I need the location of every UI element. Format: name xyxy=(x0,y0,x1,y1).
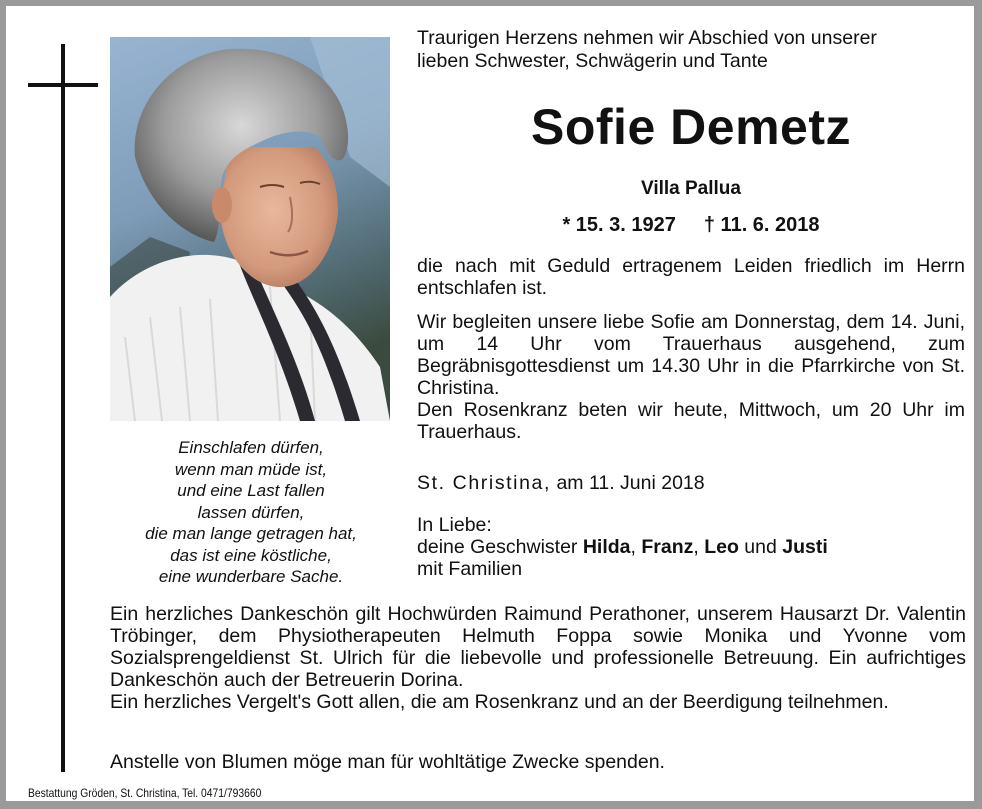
family-line-1: In Liebe: xyxy=(417,514,492,536)
family-line-3: mit Familien xyxy=(417,558,523,580)
separator: und xyxy=(738,536,783,558)
family-prefix: deine Geschwister xyxy=(417,536,583,558)
sibling-name: Hilda xyxy=(582,536,631,558)
separator: , xyxy=(630,536,642,558)
poem-line: wenn man müde ist, xyxy=(174,459,328,479)
sibling-name: Franz xyxy=(641,536,694,558)
death-date: † 11. 6. 2018 xyxy=(703,214,820,236)
deceased-name: Sofie Demetz xyxy=(531,99,851,155)
poem-line: Einschlafen dürfen, xyxy=(178,438,324,457)
place-date xyxy=(417,471,705,495)
poem-line: lassen dürfen, xyxy=(197,502,305,522)
life-dates xyxy=(417,212,965,238)
residence: Villa Pallua xyxy=(641,178,741,199)
cross-icon xyxy=(61,44,65,772)
paragraph-funeral xyxy=(417,311,965,443)
poem-line: eine wunderbare Sache. xyxy=(158,567,344,586)
intro-text xyxy=(417,27,965,73)
sibling-name: Justi xyxy=(782,536,828,558)
poem-line: und eine Last fallen xyxy=(177,481,325,500)
thanks-paragraph: Ein herzliches Vergelt's Gott allen, die am Rosenkranz und an der Beerdigung teilnehmen. xyxy=(110,691,889,713)
rosary-details: Den Rosenkranz beten wir heute, Mittwoch, um 20 Uhr im Trauerhaus. xyxy=(417,399,965,443)
place-date-text: am 11. Juni 2018 xyxy=(556,472,705,494)
separator: , xyxy=(693,536,705,558)
funeral-details: Wir begleiten unsere liebe Sofie am Donnerstag, dem 14. Juni, um 14 Uhr vom Trauerhaus ausgehend, zum Begräbnisgottesdienst um 14.30 Uhr in die Pfarrkirche von St. Christina. xyxy=(417,311,965,399)
poem xyxy=(116,437,386,588)
poem-line: das ist eine köstliche, xyxy=(170,545,332,565)
portrait-photo xyxy=(110,37,390,421)
family-signature xyxy=(417,514,828,580)
family-line-2 xyxy=(417,536,828,558)
flowers-note: Anstelle von Blumen möge man für wohltätige Zwecke spenden. xyxy=(110,751,665,773)
portrait-illustration xyxy=(110,37,390,421)
sibling-name: Leo xyxy=(704,536,739,558)
birth-date: * 15. 3. 1927 xyxy=(562,214,676,236)
obituary-notice xyxy=(6,6,974,801)
intro-line: Traurigen Herzens nehmen wir Abschied von unserer xyxy=(417,27,877,49)
intro-line: lieben Schwester, Schwägerin und Tante xyxy=(417,50,768,72)
funeral-home-footer: Bestattung Gröden, St. Christina, Tel. 0471/793660 xyxy=(28,786,262,800)
paragraph-passing: die nach mit Geduld ertragenem Leiden friedlich im Herrn entschlafen ist. xyxy=(417,255,965,299)
poem-line: die man lange getragen hat, xyxy=(145,524,357,543)
cross-icon-bar xyxy=(28,83,98,87)
thanks-paragraph: Ein herzliches Dankeschön gilt Hochwürden Raimund Perathoner, unserem Hausarzt Dr. Valentin Tröbinger, dem Physiotherapeuten Helmuth Foppa sowie Monika und Yvonne vom Sozialsprengeldienst St. Ulrich für die liebevolle und professionelle Betreuung. Ein aufrichtiges Dankeschön auch der Betreuerin Dorina. xyxy=(110,603,966,691)
place-town: St. Christina, xyxy=(417,472,552,494)
thanks-section xyxy=(110,603,966,713)
